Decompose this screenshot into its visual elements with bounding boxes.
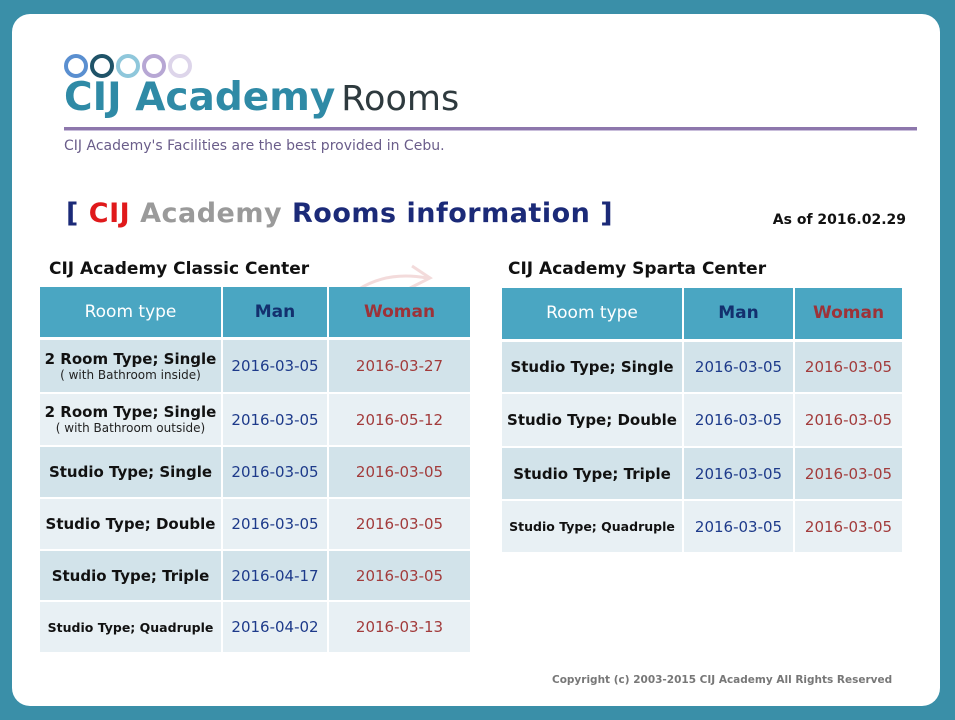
room-type-label: Studio Type; Single [40,446,222,498]
table-row [502,393,902,447]
man-date: 2016-03-05 [683,393,794,447]
man-date: 2016-04-17 [222,550,328,601]
room-type-label: Studio Type; Triple [502,447,683,500]
column-woman: Woman [328,287,470,338]
man-date: 2016-03-05 [222,498,328,550]
table-header-row [502,288,902,340]
table-row [502,447,902,500]
table-header-row [40,287,470,338]
room-type-cell [40,393,222,446]
room-type-label: Studio Type; Double [502,393,683,447]
heading-academy: Academy [140,198,283,229]
man-date: 2016-03-05 [222,393,328,446]
table-row [40,601,470,653]
brand-name: CIJ Academy [64,75,336,120]
column-man: Man [222,287,328,338]
classic-center-title: CIJ Academy Classic Center [49,259,310,279]
table-row [502,500,902,553]
table-row [40,338,470,393]
man-date: 2016-03-05 [683,500,794,553]
man-date: 2016-03-05 [222,338,328,393]
woman-date: 2016-03-05 [328,446,470,498]
heading-cij: CIJ [88,198,131,229]
room-type-label: 2 Room Type; Single [44,403,217,422]
table-row [40,393,470,446]
room-type-note: ( with Bathroom outside) [55,421,206,436]
room-type-note: ( with Bathroom inside) [60,367,201,382]
room-type-label: 2 Room Type; Single [44,349,217,368]
woman-date: 2016-03-05 [794,500,902,553]
bracket-open: [ [66,198,79,229]
woman-date: 2016-05-12 [328,393,470,446]
room-type-label: Studio Type; Quadruple [40,601,222,653]
man-date: 2016-03-05 [222,446,328,498]
man-date: 2016-03-05 [683,340,794,393]
heading-rooms-information: Rooms information [291,198,591,229]
column-room-type: Room type [40,287,222,338]
room-type-label: Studio Type; Single [502,340,683,393]
page-card [12,14,940,706]
woman-date: 2016-03-05 [328,498,470,550]
room-type-label: Studio Type; Triple [40,550,222,601]
woman-date: 2016-03-05 [328,550,470,601]
table-row [40,550,470,601]
room-type-label: Studio Type; Quadruple [502,500,683,553]
room-type-label: Studio Type; Double [40,498,222,550]
table-row [502,340,902,393]
woman-date: 2016-03-13 [328,601,470,653]
woman-date: 2016-03-05 [794,340,902,393]
sparta-rooms-table [502,288,902,554]
section-heading [66,198,613,229]
column-room-type: Room type [502,288,683,340]
bracket-close: ] [600,198,614,229]
page-title [64,75,460,120]
copyright-text: Copyright (c) 2003-2015 CIJ Academy All Rights Reserved [552,674,893,686]
man-date: 2016-04-02 [222,601,328,653]
woman-date: 2016-03-05 [794,393,902,447]
title-divider [64,127,917,131]
table-row [40,446,470,498]
room-type-cell [40,338,222,393]
classic-rooms-table [40,287,470,654]
column-woman: Woman [794,288,902,340]
column-man: Man [683,288,794,340]
man-date: 2016-03-05 [683,447,794,500]
sparta-center-title: CIJ Academy Sparta Center [508,259,767,279]
tagline: CIJ Academy's Facilities are the best provided in Cebu. [64,138,445,154]
woman-date: 2016-03-27 [328,338,470,393]
as-of-date: As of 2016.02.29 [772,212,906,228]
table-row [40,498,470,550]
woman-date: 2016-03-05 [794,447,902,500]
title-suffix: Rooms [341,79,460,119]
